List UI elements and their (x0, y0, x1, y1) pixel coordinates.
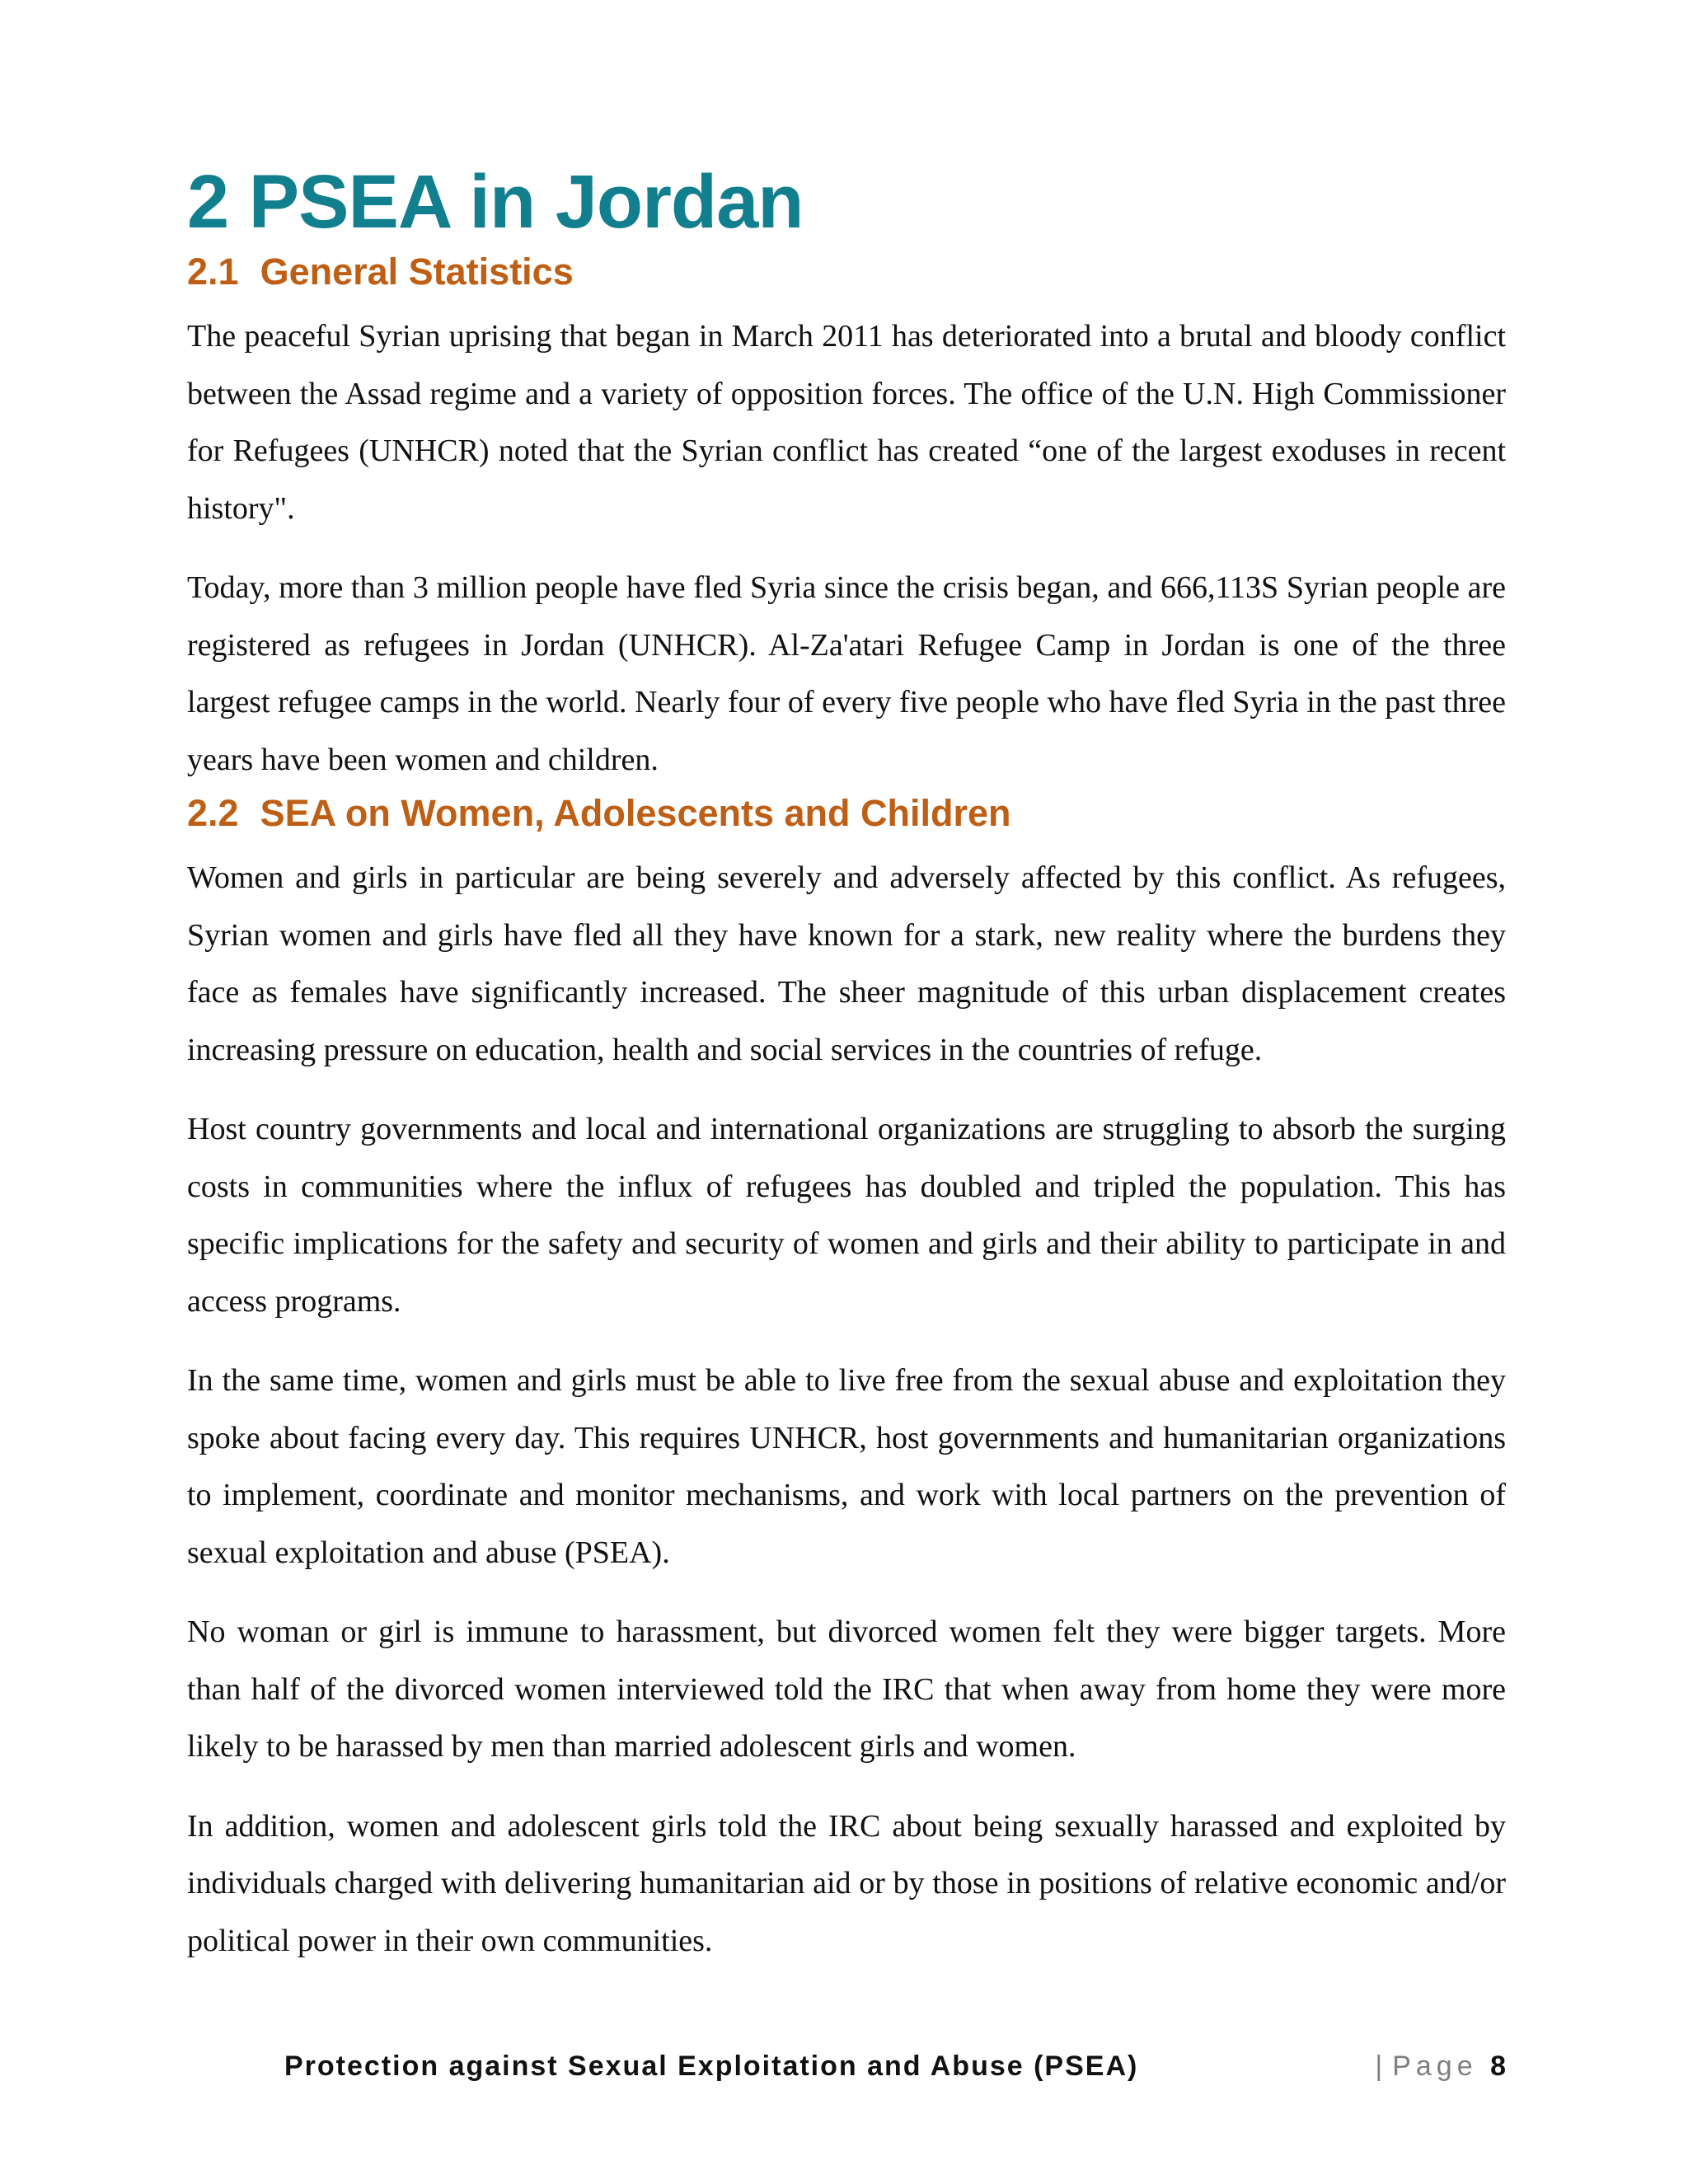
paragraph: In addition, women and adolescent girls told the IRC about being sexually harassed and exploited by individuals charged with delivering humanitarian aid or by those in positions of relative economic and/or political power in their own communities. (187, 1808, 1506, 1958)
paragraph: Host country governments and local and international organizations are struggling to absorb the surging costs in communities where the influx of refugees has doubled and tripled the population. This has specific implications for the safety and security of women and girls and their ability to participate in and access programs. (187, 1112, 1506, 1319)
section-title: SEA on Women, Adolescents and Children (260, 792, 1011, 834)
footer-separator: | (1375, 2050, 1388, 2082)
page-number: 8 (1490, 2050, 1506, 2082)
footer-title: Protection against Sexual Exploitation and Abuse (PSEA) (284, 2050, 1139, 2082)
paragraph: No woman or girl is immune to harassment, but divorced women felt they were bigger targets. More than half of the divorced women interviewed told the IRC that when away from home they were more likely to be harassed by men than married adolescent girls and women. (187, 1615, 1506, 1764)
page-number-block (1375, 2050, 1506, 2083)
page-footer (284, 2050, 1506, 2092)
section-heading-general-statistics (187, 247, 1506, 297)
chapter-heading: 2 PSEA in Jordan (187, 160, 804, 244)
paragraph: Today, more than 3 million people have fled Syria since the crisis began, and 666,113S Syrian people are registered as refugees in Jordan (UNHCR). Al-Za'atari Refugee Camp in Jordan is one of the three largest refugee camps in the world. Nearly four of every five people who have fled Syria in the past three years have been women and children. (187, 570, 1506, 777)
section-number: 2.2 (187, 792, 239, 834)
page-label: Page (1392, 2050, 1478, 2082)
section-heading-sea-women (187, 789, 1506, 838)
document-page (187, 157, 1506, 1970)
section-title: General Statistics (260, 251, 574, 293)
paragraph: Women and girls in particular are being severely and adversely affected by this conflict. As refugees, Syrian women and girls have fled all they have known for a stark, new reality where the burdens they face as females have significantly increased. The sheer magnitude of this urban displacement creates increasing pressure on education, health and social services in the countries of refuge. (187, 860, 1506, 1067)
paragraph: In the same time, women and girls must be able to live free from the sexual abuse and exploitation they spoke about facing every day. This requires UNHCR, host governments and humanitarian organizations to implement, coordinate and monitor mechanisms, and work with local partners on the prevention of sexual exploitation and abuse (PSEA). (187, 1363, 1506, 1570)
section-number: 2.1 (187, 251, 239, 293)
paragraph: The peaceful Syrian uprising that began in March 2011 has deteriorated into a brutal and bloody conflict between the Assad regime and a variety of opposition forces. The office of the U.N. High Commissioner for Refugees (UNHCR) noted that the Syrian conflict has created “one of the largest exoduses in recent history". (187, 319, 1506, 526)
